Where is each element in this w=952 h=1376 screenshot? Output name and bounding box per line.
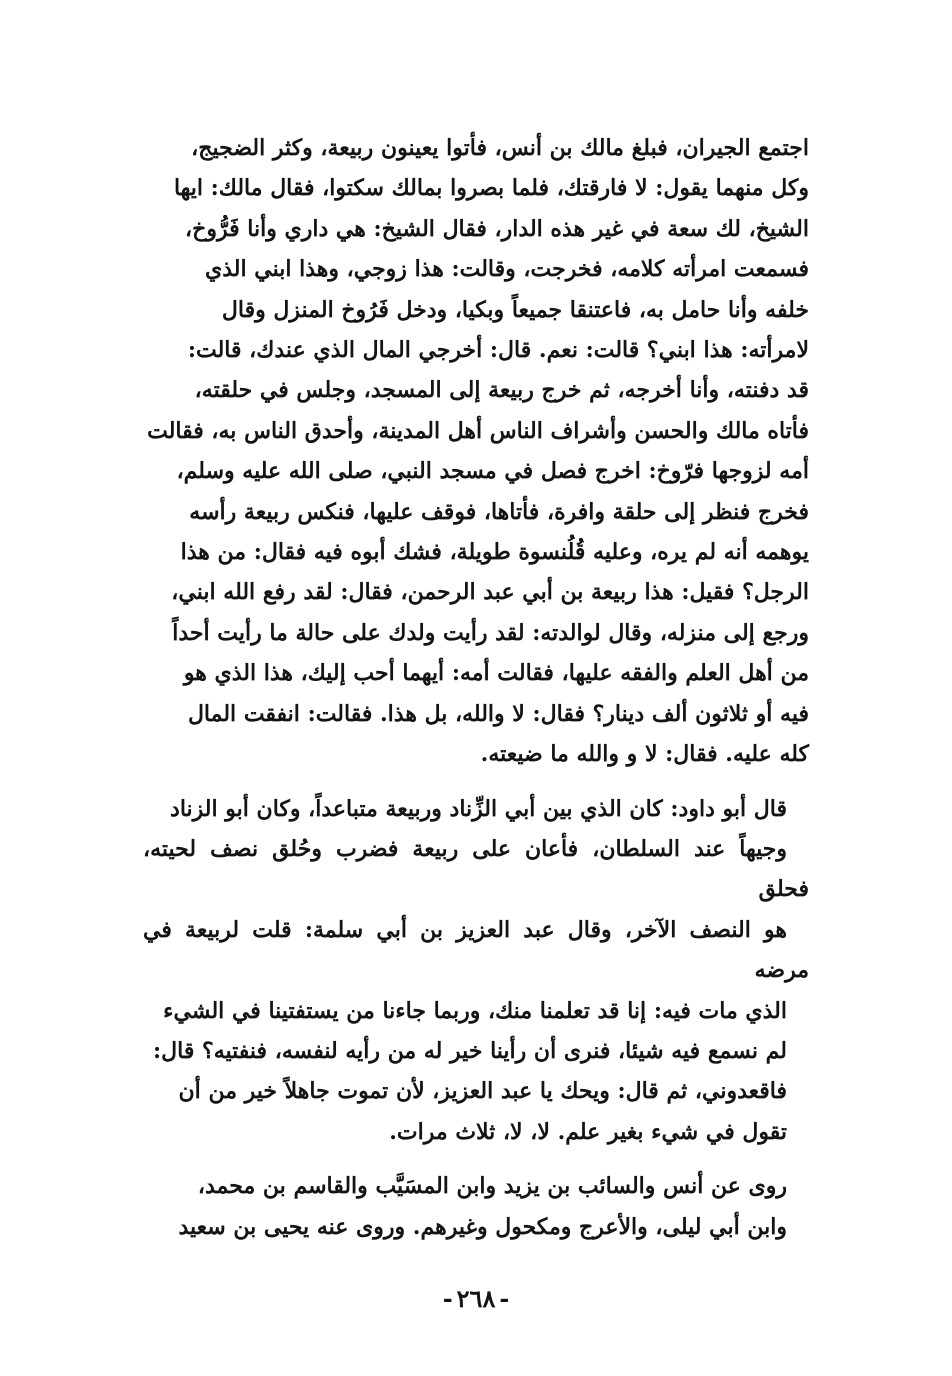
- text-line: خلفه وأنا حامل به، فاعتنقا جميعاً وبكيا، ودخل فَرُوخ المنزل وقال: [221, 296, 809, 323]
- text-line: فيه أو ثلاثون ألف دينار؟ فقال: لا والله، بل هذا. فقالت: انفقت المال: [187, 700, 809, 727]
- text-line: من أهل العلم والفقه عليها، فقالت أمه: أيهما أحب إليك، هذا الذي هو: [183, 660, 809, 687]
- page-number: [0, 1284, 952, 1313]
- text-line: هو النصف الآخر، وقال عبد العزيز بن أبي سلمة: قلت لربيعة في مرضه: [143, 916, 809, 984]
- text-line: اجتمع الجيران، فبلغ مالك بن أنس، فأتوا يعينون ربيعة، وكثر الضجيج،: [191, 135, 809, 161]
- page-number-dash: -: [442, 1284, 453, 1313]
- text-line: كله عليه. فقال: لا و والله ما ضيعته.: [480, 741, 809, 768]
- text-line: الشيخ، لك سعة في غير هذه الدار، فقال الشيخ: هي داري وأنا فَرُّوخ،: [185, 215, 809, 242]
- text-line: تقول في شيء بغير علم. لا، لا، ثلاث مرات.: [389, 1118, 787, 1145]
- text-line: فخرج فنظر إلى حلقة وافرة، فأتاها، فوقف عليها، فنكس ربيعة رأسه: [189, 498, 809, 525]
- paragraph-2: [143, 789, 809, 1153]
- paragraph-3: [143, 1166, 809, 1247]
- page-number-value: ٢٦٨: [456, 1284, 496, 1313]
- text-line: روى عن أنس والسائب بن يزيد وابن المسَيَّب والقاسم بن محمد،: [197, 1173, 787, 1200]
- text-line: قال أبو داود: كان الذي بين أبي الزِّناد وربيعة متباعداً، وكان أبو الزناد: [170, 795, 787, 822]
- text-line: فسمعت امرأته كلامه، فخرجت، وقالت: هذا زوجي، وهذا ابني الذي: [204, 256, 809, 283]
- text-line: وكل منهما يقول: لا فارقتك، فلما بصروا بمالك سكتوا، فقال مالك: ايها: [173, 175, 809, 202]
- text-line: ورجع إلى منزله، وقال لوالدته: لقد رأيت ولدك على حالة ما رأيت أحداً: [172, 619, 809, 646]
- page-number-dash: -: [499, 1284, 510, 1313]
- text-line: وجيهاً عند السلطان، فأعان على ربيعة فضرب وحُلق نصف لحيته، فحلق: [143, 835, 809, 903]
- text-line: الذي مات فيه: إنا قد تعلمنا منك، وربما جاءنا من يستفتينا في الشيء: [163, 997, 787, 1024]
- text-line: وابن أبي ليلى، والأعرج ومكحول وغيرهم. وروى عنه يحيى بن سعيد: [178, 1213, 787, 1240]
- text-line: أمه لزوجها فرّوخ: اخرج فصل في مسجد النبي، صلى الله عليه وسلم،: [176, 458, 809, 485]
- text-line: لامرأته: هذا ابني؟ قالت: نعم. قال: أخرجي المال الذي عندك، قالت:: [187, 337, 809, 364]
- text-line: فأتاه مالك والحسن وأشراف الناس أهل المدينة، وأحدق الناس به، فقالت: [147, 417, 809, 444]
- text-line: لم نسمع فيه شيئا، فنرى أن رأينا خير له من رأيه لنفسه، فنفتيه؟ قال:: [153, 1037, 787, 1064]
- text-line: قد دفنته، وأنا أخرجه، ثم خرج ربيعة إلى المسجد، وجلس في حلقته،: [194, 377, 809, 404]
- text-line: يوهمه أنه لم يره، وعليه قُلُنسوة طويلة، فشك أبوه فيه فقال: من هذا: [180, 539, 809, 566]
- text-line: فاقعدوني، ثم قال: ويحك يا عبد العزيز، لأن تموت جاهلاً خير من أن: [178, 1078, 787, 1105]
- body-text: [143, 128, 809, 1247]
- paragraph-1: [143, 128, 809, 775]
- text-line: الرجل؟ فقيل: هذا ربيعة بن أبي عبد الرحمن، فقال: لقد رفع الله ابني،: [171, 579, 809, 606]
